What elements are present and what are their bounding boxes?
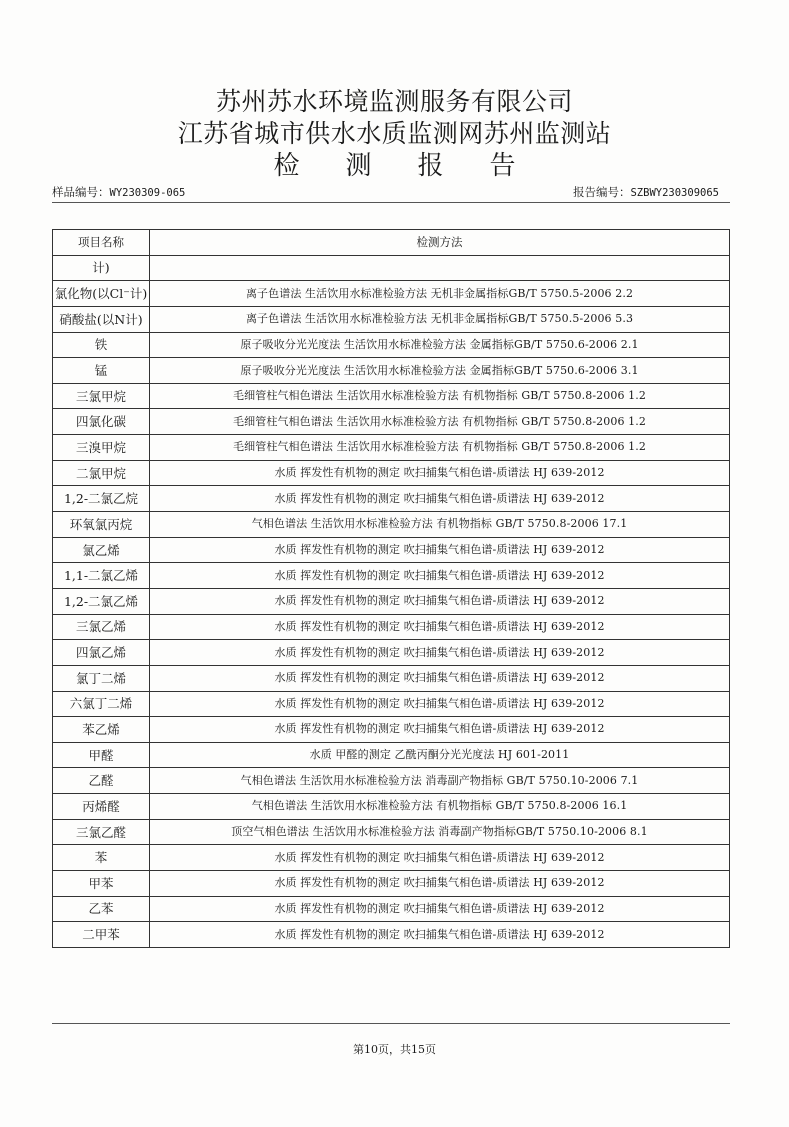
report-header	[0, 86, 789, 182]
report-title: 检测报告	[273, 151, 562, 181]
method-cell: 水质 挥发性有机物的测定 吹扫捕集气相色谱-质谱法 HJ 639-2012	[150, 922, 730, 948]
sample-number-label: 样品编号：	[52, 185, 110, 199]
table-row	[53, 332, 730, 358]
item-name-cell: 1,2-二氯乙烷	[53, 486, 150, 512]
item-name-cell: 苯	[53, 845, 150, 871]
table-row	[53, 922, 730, 948]
method-cell: 水质 挥发性有机物的测定 吹扫捕集气相色谱-质谱法 HJ 639-2012	[150, 640, 730, 666]
method-cell: 水质 挥发性有机物的测定 吹扫捕集气相色谱-质谱法 HJ 639-2012	[150, 665, 730, 691]
table-row	[53, 768, 730, 794]
table-row	[53, 281, 730, 307]
item-name-cell: 二氯甲烷	[53, 460, 150, 486]
organization-name: 苏州苏水环境监测服务有限公司	[215, 87, 573, 116]
item-name-cell: 锰	[53, 358, 150, 384]
method-cell: 水质 挥发性有机物的测定 吹扫捕集气相色谱-质谱法 HJ 639-2012	[150, 845, 730, 871]
table-row	[53, 614, 730, 640]
report-number-label: 报告编号：	[572, 185, 631, 199]
method-cell: 毛细管柱气相色谱法 生活饮用水标准检验方法 有机物指标 GB/T 5750.8-2006 1.2	[150, 409, 730, 435]
method-cell: 水质 挥发性有机物的测定 吹扫捕集气相色谱-质谱法 HJ 639-2012	[150, 691, 730, 717]
item-name-cell: 甲苯	[53, 871, 150, 897]
method-cell: 水质 挥发性有机物的测定 吹扫捕集气相色谱-质谱法 HJ 639-2012	[150, 896, 730, 922]
table-row	[53, 537, 730, 563]
item-name-cell: 四氯化碳	[53, 409, 150, 435]
table-row	[53, 845, 730, 871]
table-row	[53, 794, 730, 820]
table-row	[53, 871, 730, 897]
sample-number	[52, 184, 185, 200]
item-name-cell: 苯乙烯	[53, 717, 150, 743]
table-row	[53, 742, 730, 768]
method-cell: 水质 挥发性有机物的测定 吹扫捕集气相色谱-质谱法 HJ 639-2012	[150, 717, 730, 743]
table-row	[53, 306, 730, 332]
table-row	[53, 358, 730, 384]
methods-table	[52, 229, 730, 948]
method-cell: 水质 挥发性有机物的测定 吹扫捕集气相色谱-质谱法 HJ 639-2012	[150, 588, 730, 614]
report-number-value: SZBWY230309065	[630, 187, 719, 199]
sample-number-value: WY230309-065	[109, 187, 186, 199]
method-cell: 离子色谱法 生活饮用水标准检验方法 无机非金属指标GB/T 5750.5-2006 2.2	[150, 281, 730, 307]
item-name-cell: 乙醛	[53, 768, 150, 794]
method-cell: 离子色谱法 生活饮用水标准检验方法 无机非金属指标GB/T 5750.5-2006 5.3	[150, 306, 730, 332]
method-cell: 水质 挥发性有机物的测定 吹扫捕集气相色谱-质谱法 HJ 639-2012	[150, 614, 730, 640]
table-row	[53, 717, 730, 743]
table-row	[53, 896, 730, 922]
item-name-cell: 三氯乙烯	[53, 614, 150, 640]
item-name-cell: 二甲苯	[53, 922, 150, 948]
item-name-cell: 丙烯醛	[53, 794, 150, 820]
method-cell: 水质 挥发性有机物的测定 吹扫捕集气相色谱-质谱法 HJ 639-2012	[150, 871, 730, 897]
item-name-cell: 1,2-二氯乙烯	[53, 588, 150, 614]
table-row	[53, 588, 730, 614]
table-row	[53, 486, 730, 512]
table-row	[53, 512, 730, 538]
method-cell: 气相色谱法 生活饮用水标准检验方法 消毒副产物指标 GB/T 5750.10-2006 7.1	[150, 768, 730, 794]
item-name-cell: 计)	[53, 255, 150, 281]
method-cell: 原子吸收分光光度法 生活饮用水标准检验方法 金属指标GB/T 5750.6-2006 3.1	[150, 358, 730, 384]
table-row	[53, 640, 730, 666]
method-cell: 水质 挥发性有机物的测定 吹扫捕集气相色谱-质谱法 HJ 639-2012	[150, 486, 730, 512]
table-header-row	[53, 230, 730, 256]
method-cell: 气相色谱法 生活饮用水标准检验方法 有机物指标 GB/T 5750.8-2006 17.1	[150, 512, 730, 538]
item-name-cell: 氯丁二烯	[53, 665, 150, 691]
method-cell: 水质 甲醛的测定 乙酰丙酮分光光度法 HJ 601-2011	[150, 742, 730, 768]
method-cell: 水质 挥发性有机物的测定 吹扫捕集气相色谱-质谱法 HJ 639-2012	[150, 460, 730, 486]
item-name-cell: 六氯丁二烯	[53, 691, 150, 717]
item-name-cell: 四氯乙烯	[53, 640, 150, 666]
table-row	[53, 460, 730, 486]
method-cell: 水质 挥发性有机物的测定 吹扫捕集气相色谱-质谱法 HJ 639-2012	[150, 537, 730, 563]
method-cell: 原子吸收分光光度法 生活饮用水标准检验方法 金属指标GB/T 5750.6-2006 2.1	[150, 332, 730, 358]
table-row	[53, 383, 730, 409]
method-cell	[150, 255, 730, 281]
item-name-cell: 硝酸盐(以N计)	[53, 306, 150, 332]
item-name-cell: 乙苯	[53, 896, 150, 922]
table-row	[53, 819, 730, 845]
monitoring-station-name: 江苏省城市供水水质监测网苏州监测站	[177, 119, 612, 148]
header-divider	[52, 202, 730, 203]
item-name-cell: 三氯甲烷	[53, 383, 150, 409]
table-row	[53, 435, 730, 461]
method-cell: 毛细管柱气相色谱法 生活饮用水标准检验方法 有机物指标 GB/T 5750.8-2006 1.2	[150, 435, 730, 461]
item-name-cell: 1,1-二氯乙烯	[53, 563, 150, 589]
table-row	[53, 665, 730, 691]
item-name-cell: 三溴甲烷	[53, 435, 150, 461]
item-name-cell: 环氧氯丙烷	[53, 512, 150, 538]
item-name-cell: 氯化物(以Cl⁻计)	[53, 281, 150, 307]
table-row	[53, 691, 730, 717]
item-name-cell: 铁	[53, 332, 150, 358]
column-header-method: 检测方法	[150, 230, 730, 256]
method-cell: 水质 挥发性有机物的测定 吹扫捕集气相色谱-质谱法 HJ 639-2012	[150, 563, 730, 589]
table-row	[53, 563, 730, 589]
method-cell: 顶空气相色谱法 生活饮用水标准检验方法 消毒副产物指标GB/T 5750.10-2006 8.1	[150, 819, 730, 845]
column-header-item-name: 项目名称	[53, 230, 150, 256]
method-cell: 毛细管柱气相色谱法 生活饮用水标准检验方法 有机物指标 GB/T 5750.8-2006 1.2	[150, 383, 730, 409]
item-name-cell: 氯乙烯	[53, 537, 150, 563]
footer-divider	[52, 1023, 730, 1024]
table-row	[53, 409, 730, 435]
table-row	[53, 255, 730, 281]
item-name-cell: 甲醛	[53, 742, 150, 768]
item-name-cell: 三氯乙醛	[53, 819, 150, 845]
page-number: 第10页，共15页	[353, 1043, 436, 1056]
report-number	[573, 184, 719, 200]
method-cell: 气相色谱法 生活饮用水标准检验方法 有机物指标 GB/T 5750.8-2006 16.1	[150, 794, 730, 820]
